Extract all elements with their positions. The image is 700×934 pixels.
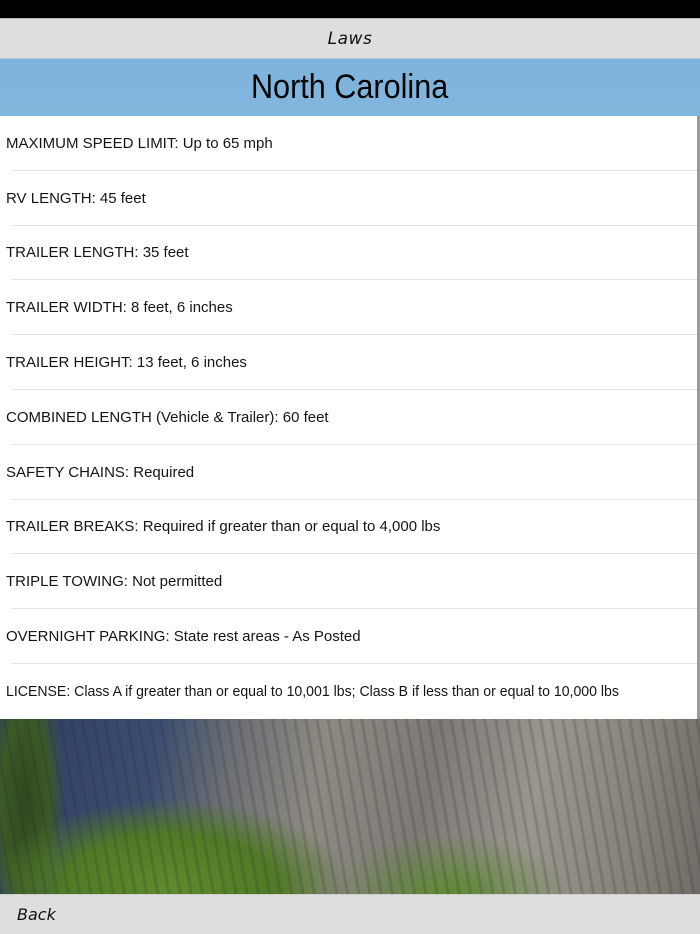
status-bar bbox=[0, 0, 700, 18]
law-row-trailer-width bbox=[0, 280, 697, 335]
nav-title: Laws bbox=[327, 28, 373, 49]
law-text: OVERNIGHT PARKING: State rest areas - As Posted bbox=[6, 628, 361, 646]
background-photo bbox=[0, 719, 700, 894]
law-text: COMBINED LENGTH (Vehicle & Trailer): 60 feet bbox=[6, 408, 329, 426]
law-text: TRAILER BREAKS: Required if greater than or equal to 4,000 lbs bbox=[6, 518, 441, 536]
laws-list[interactable] bbox=[0, 116, 700, 719]
law-text: LICENSE: Class A if greater than or equal to 10,001 lbs; Class B if less than or equal to 10,000 lbs bbox=[6, 682, 619, 700]
law-row-triple-towing bbox=[0, 554, 697, 609]
law-row-safety-chains bbox=[0, 445, 697, 500]
law-text: MAXIMUM SPEED LIMIT: Up to 65 mph bbox=[6, 134, 273, 152]
law-text: RV LENGTH: 45 feet bbox=[6, 189, 146, 207]
law-row-trailer-length bbox=[0, 226, 697, 281]
law-row-combined-length bbox=[0, 390, 697, 445]
law-row-trailer-height bbox=[0, 335, 697, 390]
state-title: North Carolina bbox=[251, 68, 449, 106]
law-row-license bbox=[0, 664, 697, 719]
law-row-rv-length bbox=[0, 171, 697, 226]
law-text: TRIPLE TOWING: Not permitted bbox=[6, 573, 223, 591]
law-text: TRAILER WIDTH: 8 feet, 6 inches bbox=[6, 299, 233, 317]
law-row-trailer-breaks bbox=[0, 500, 697, 555]
law-text: SAFETY CHAINS: Required bbox=[6, 463, 195, 481]
law-row-max-speed bbox=[0, 116, 697, 171]
navigation-bar bbox=[0, 18, 700, 58]
law-row-overnight-parking bbox=[0, 609, 697, 664]
law-text: TRAILER LENGTH: 35 feet bbox=[6, 244, 189, 262]
back-button[interactable]: Back bbox=[17, 905, 56, 924]
state-header bbox=[0, 58, 700, 116]
law-text: TRAILER HEIGHT: 13 feet, 6 inches bbox=[6, 354, 247, 372]
bottom-toolbar bbox=[0, 894, 700, 934]
